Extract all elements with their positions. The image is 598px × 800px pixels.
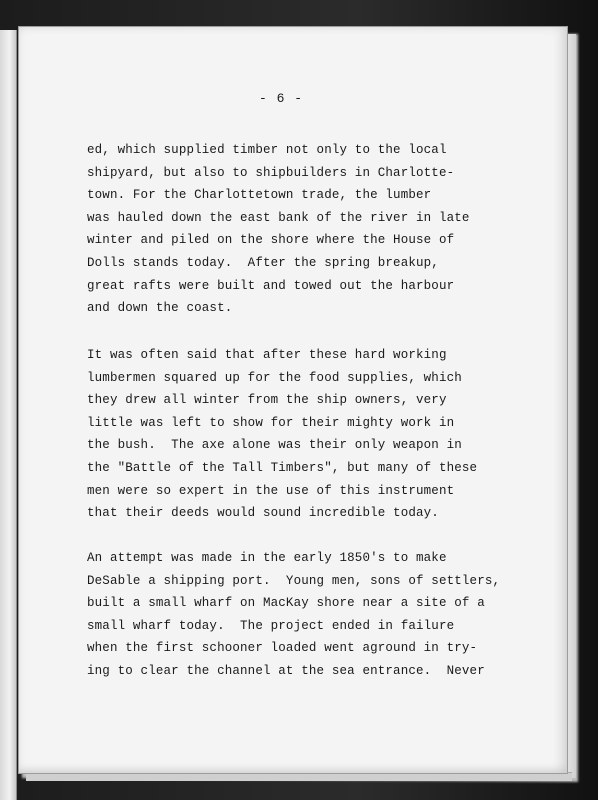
paragraph-2 — [87, 344, 507, 525]
text-line: little was left to show for their mighty work in — [87, 415, 455, 430]
text-line: when the first schooner loaded went aground in try- — [87, 641, 478, 656]
text-line: An attempt was made in the early 1850's to make — [87, 551, 447, 565]
text-line: Dolls stands today. After the spring breakup, — [87, 255, 439, 270]
text-line: the bush. The axe alone was their only weapon in — [87, 438, 462, 453]
text-line: It was often said that after these hard working — [87, 348, 447, 362]
text-line: DeSable a shipping port. Young men, sons of settlers, — [87, 573, 501, 588]
text-line: men were so expert in the use of this instrument — [87, 483, 455, 498]
text-line: the "Battle of the Tall Timbers", but many of these — [87, 460, 478, 475]
binder-spine — [0, 30, 17, 800]
paragraph-1 — [87, 139, 507, 320]
text-line: ed, which supplied timber not only to the local — [87, 143, 447, 157]
text-line: ing to clear the channel at the sea entrance. Never — [87, 663, 485, 678]
text-line: was hauled down the east bank of the river in late — [87, 210, 470, 225]
text-line: town. For the Charlottetown trade, the lumber — [87, 188, 432, 203]
text-line: built a small wharf on MacKay shore near a site of a — [87, 596, 485, 611]
typed-page — [18, 26, 568, 774]
paragraph-3 — [87, 547, 507, 683]
text-line: lumbermen squared up for the food supplies, which — [87, 370, 462, 385]
text-line: that their deeds would sound incredible today. — [87, 506, 439, 521]
page-number: - 6 - — [259, 91, 304, 106]
text-line: shipyard, but also to shipbuilders in Charlotte- — [87, 165, 455, 180]
text-line: and down the coast. — [87, 301, 233, 316]
text-line: they drew all winter from the ship owners, very — [87, 393, 447, 408]
text-line: winter and piled on the shore where the House of — [87, 233, 455, 248]
text-line: great rafts were built and towed out the harbour — [87, 278, 455, 293]
text-line: small wharf today. The project ended in failure — [87, 618, 455, 633]
